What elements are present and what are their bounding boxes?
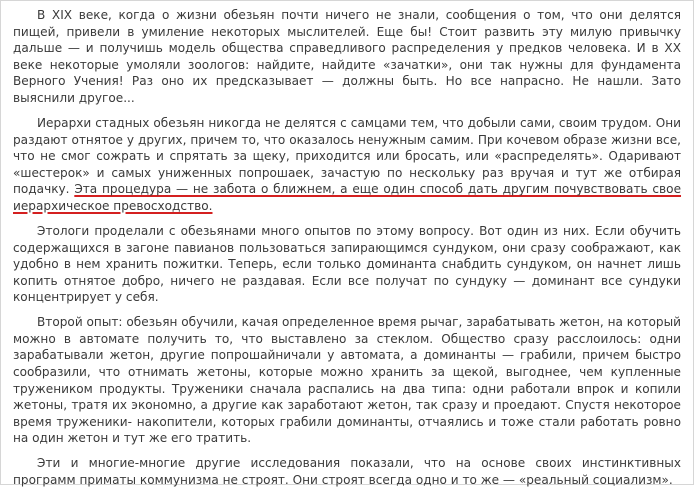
paragraph-4-text: Второй опыт: обезьян обучили, качая определенное время рычаг, зарабатывать жетон, на который можно в автомате получить то, что выставлено за стеклом. Общество сразу расслоилось: одни зарабатывали жетон, другие попрошайничали у автомата, а доминанты — грабили, причем быстро сообразили, что отнимать жетоны, которые можно хранить за щекой, выгоднее, чем купленные тружеником продукты. Труженики сначала распались на два типа: одни работали впрок и копили жетоны, тратя их экономно, а другие как заработают жетон, так сразу и проедают. Спустя некоторое время труженики- накопители, которых грабили доминанты, отчаялись и тоже стали работать ровно на один жетон и тут же его тратить. — [13, 315, 681, 446]
paragraph-2 — [13, 115, 681, 215]
paragraph-1 — [13, 7, 681, 107]
paragraph-2-text: Иерархи стадных обезьян никогда не делятся с самцами тем, что добыли сами, своим трудом. Они раздают отнятое у других, причем то, что оказалось ненужным самим. При кочевом образе жизни все, что не смог сожрать и спрятать за щеку, приходится или бросать, или «распределять». Одаривают «шестерок» и самых униженных попрошаек, зачастую по нескольку раз вручая и тут же отбирая подачку. — [13, 115, 681, 197]
paragraph-3-text: Этологи проделали с обезьянами много опытов по этому вопросу. Вот один из них. Если обучить содержащихся в загоне павианов пользоваться запирающимся сундуком, они сразу соображают, как удобно в нем хранить пожитки. Теперь, если только доминанта снабдить сундуком, он начнет лишь копить отнятое добро, ничего не раздавая. Если все получат по сундуку — доминант все сундуки концентрирует у себя. — [13, 223, 681, 305]
paragraph-5 — [13, 455, 681, 488]
paragraph-4 — [13, 314, 681, 447]
paragraph-1-text: В XIX веке, когда о жизни обезьян почти ничего не знали, сообщения о том, что они делятся пищей, привели в умиление некоторых мыслителей. Еще бы! Стоит развить эту милую привычку дальше — и получишь модель общества справедливого распределения у предков человека. И в XX веке некоторые умоляли зоологов: найдите, найдите «зачатки», они так нужны для фундамента Верного Учения! Раз оно их предсказывает — должны быть. Но все напрасно. Не нашли. Зато выяснили другое... — [13, 8, 681, 105]
paragraph-5-text: Эти и многие-многие другие исследования показали, что на основе своих инстинктивных программ приматы коммунизма не строят. Они строят всегда одно и то же — «реальный социализм». — [13, 456, 681, 487]
article-body — [13, 7, 681, 497]
highlighted-sentence: Эта процедура — не забота о ближнем, а еще один способ дать другим почувствовать свое иерархическое превосходство. — [13, 182, 682, 213]
paragraph-3 — [13, 223, 681, 306]
